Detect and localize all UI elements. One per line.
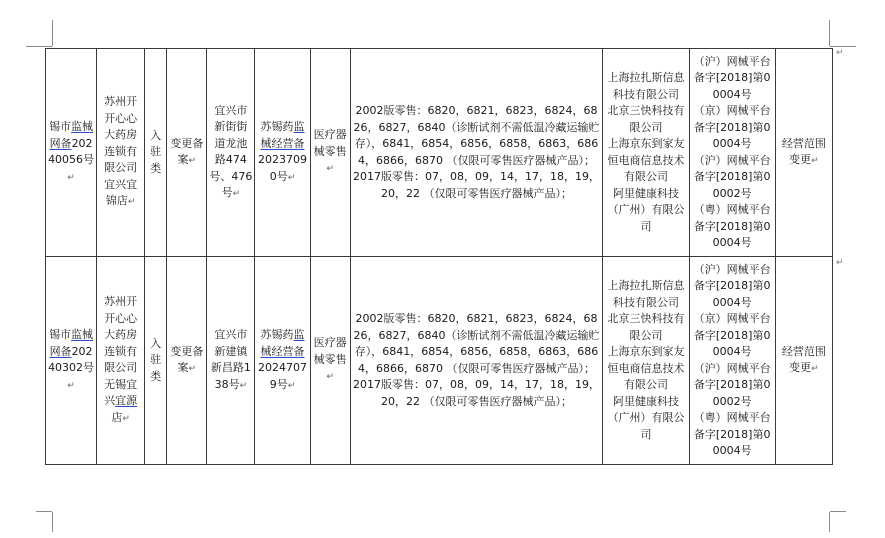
crop-mark-top-left-v [52,20,53,46]
action-cell: 变更备案↵ [167,257,207,465]
company-name-cell: 苏州开开心心大药房连锁有限公司宜兴宜锦店↵ [97,49,145,257]
registration-type-cell: 入驻类 [145,257,167,465]
registration-table [45,48,833,465]
crop-mark-bottom-right-v [829,512,830,532]
address-cell: 宜兴市新街街道龙池路474号、476号↵ [207,49,255,257]
platform-license-cell: （沪）网械平台备字[2018]第00004号 （京）网械平台备字[2018]第00004号 （沪）网械平台备字[2018]第00002号 （粤）网械平台备字[2018]第00004号 [689,257,775,465]
crop-mark-top-right-h [830,46,856,47]
registration-type-cell: 入驻类 [145,49,167,257]
record-number-cell: 锡市监械网备20240302号↵ [46,257,97,465]
crop-mark-bottom-left-v [52,512,53,532]
crop-mark-bottom-left-h [36,511,52,512]
company-name-cell: 苏州开开心心大药房连锁有限公司无锡宜兴宜源店↵ [97,257,145,465]
row-end-mark: ↵ [836,48,844,58]
action-cell: 变更备案↵ [167,49,207,257]
platform-cell: 上海拉扎斯信息科技有限公司 北京三快科技有限公司 上海京东到家友恒电商信息技术有限公司 阿里健康科技（广州）有限公司 [603,257,689,465]
crop-mark-top-left-h [26,46,52,47]
table-row [46,49,833,257]
address-cell: 宜兴市新建镇新昌路138号↵ [207,257,255,465]
crop-mark-bottom-right-h [830,511,846,512]
change-type-cell: 经营范围变更↵ [775,257,832,465]
platform-cell: 上海拉扎斯信息科技有限公司 北京三快科技有限公司 上海京东到家友恒电商信息技术有限公司 阿里健康科技（广州）有限公司 [603,49,689,257]
business-license-cell: 苏锡药监械经营备20247079号↵ [255,257,310,465]
business-license-cell: 苏锡药监械经营备20237090号↵ [255,49,310,257]
business-scope-cell: 2002版零售：6820，6821，6823，6824，6826，6827，6840（诊断试剂不需低温冷藏运输贮存），6841，6854，6856，6858，6863，6864，6866，6870 （仅限可零售医疗器械产品）； 2017版零售：07，08，09，14，17，18，19，20，22 （仅限可零售医疗器械产品）； [350,49,603,257]
platform-license-cell: （沪）网械平台备字[2018]第00004号 （京）网械平台备字[2018]第00004号 （沪）网械平台备字[2018]第00002号 （粤）网械平台备字[2018]第00004号 [689,49,775,257]
crop-mark-top-right-v [829,20,830,46]
category-cell: 医疗器械零售↵ [310,49,350,257]
table-row [46,257,833,465]
category-cell: 医疗器械零售↵ [310,257,350,465]
business-scope-cell: 2002版零售：6820，6821，6823，6824，6826，6827，6840（诊断试剂不需低温冷藏运输贮存），6841，6854，6856，6858，6863，6864，6866，6870 （仅限可零售医疗器械产品）； 2017版零售：07，08，09，14，17，18，19，20，22 （仅限可零售医疗器械产品）； [350,257,603,465]
row-end-mark: ↵ [836,258,844,268]
change-type-cell: 经营范围变更↵ [775,49,832,257]
record-number-cell: 锡市监械网备20240056号↵ [46,49,97,257]
